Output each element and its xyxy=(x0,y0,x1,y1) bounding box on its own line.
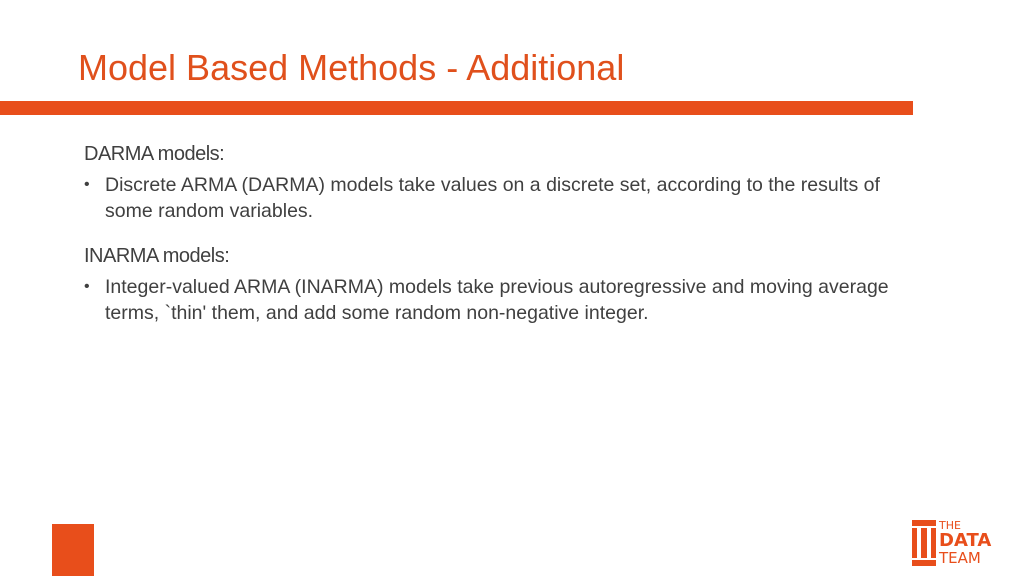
bullet-dot-icon: • xyxy=(84,278,90,295)
slide-content xyxy=(84,140,924,344)
bullet-text-inarma: Integer-valued ARMA (INARMA) models take previous autoregressive and moving average terms, `thin' them, and add some random non-negative integer. xyxy=(105,276,889,324)
bullet-text-darma: Discrete ARMA (DARMA) models take values on a discrete set, according to the results of some random variables. xyxy=(105,174,880,222)
section-darma xyxy=(84,140,924,224)
slide-title: Model Based Methods - Additional xyxy=(78,47,625,88)
bullet-item-inarma xyxy=(84,274,924,326)
logo-text-team: TEAM xyxy=(939,549,981,567)
bullet-item-darma xyxy=(84,172,924,224)
data-team-logo-icon xyxy=(912,520,936,566)
data-team-logo xyxy=(912,520,996,568)
title-underline-bar xyxy=(0,101,913,115)
logo-text-the: THE xyxy=(939,519,961,532)
logo-text-data: DATA xyxy=(939,530,992,551)
logo-wordmark xyxy=(939,520,991,566)
section-inarma xyxy=(84,242,924,326)
accent-square xyxy=(52,524,94,576)
section-heading-inarma: INARMA models: xyxy=(84,245,230,267)
bullet-dot-icon: • xyxy=(84,176,90,193)
section-heading-darma: DARMA models: xyxy=(84,143,225,165)
